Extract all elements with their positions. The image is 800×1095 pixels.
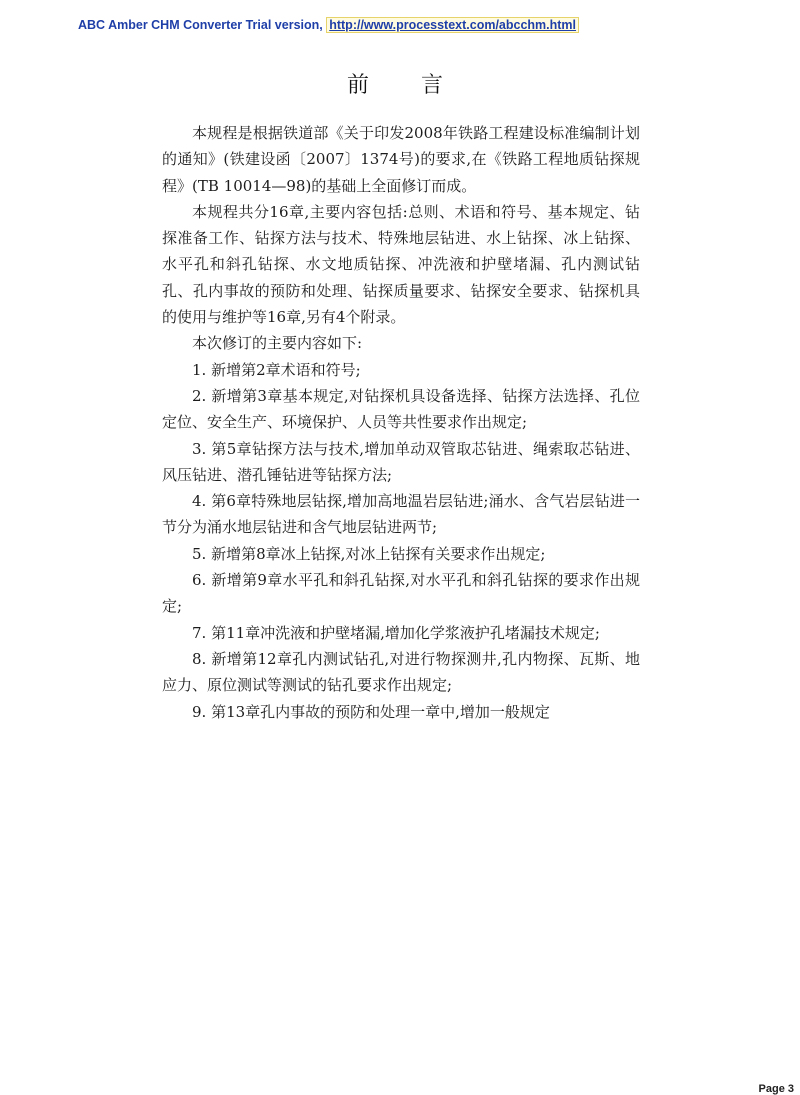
banner-text: ABC Amber CHM Converter Trial version, xyxy=(78,18,327,32)
paragraph-scope: 本规程共分16章,主要内容包括:总则、术语和符号、基本规定、钻探准备工作、钻探方法与技术、特殊地层钻进、水上钻探、冰上钻探、水平孔和斜孔钻探、水文地质钻探、冲洗液和护壁堵漏、孔内测试钻孔、孔内事故的预防和处理、钻探质量要求、钻探安全要求、钻探机具的使用与维护等16章,另有4个附录。 xyxy=(162,202,640,327)
preface-body xyxy=(162,120,640,725)
processtext-link[interactable]: http://www.processtext.com/abcchm.html xyxy=(326,17,579,33)
paragraph-intro: 本规程是根据铁道部《关于印发2008年铁路工程建设标准编制计划的通知》(铁建设函〔2007〕1374号)的要求,在《铁路工程地质钻探规程》(TB 10014—98)的基础上全面修订而成。 xyxy=(162,124,640,195)
list-item-3: 3. 第5章钻探方法与技术,增加单动双管取芯钻进、绳索取芯钻进、风压钻进、潜孔锤钻进等钻探方法; xyxy=(162,439,640,484)
page-title: 前言 xyxy=(346,73,495,98)
list-item-1: 1. 新增第2章术语和符号; xyxy=(192,360,361,379)
list-item-8: 8. 新增第12章孔内测试钻孔,对进行物探测井,孔内物探、瓦斯、地应力、原位测试等测试的钻孔要求作出规定; xyxy=(162,649,640,695)
list-item-7: 7. 第11章冲洗液和护壁堵漏,增加化学浆液护孔堵漏技术规定; xyxy=(192,623,600,642)
list-item-9: 9. 第13章孔内事故的预防和处理一章中,增加一般规定 xyxy=(192,702,550,721)
paragraph-revision-lead: 本次修订的主要内容如下: xyxy=(192,334,363,353)
page-number: Page 3 xyxy=(758,1083,794,1095)
list-item-5: 5. 新增第8章冰上钻探,对冰上钻探有关要求作出规定; xyxy=(192,544,546,563)
list-item-6: 6. 新增第9章水平孔和斜孔钻探,对水平孔和斜孔钻探的要求作出规定; xyxy=(162,571,640,616)
list-item-2: 2. 新增第3章基本规定,对钻探机具设备选择、钻探方法选择、孔位定位、安全生产、环境保护、人员等共性要求作出规定; xyxy=(162,386,640,432)
trial-version-banner xyxy=(78,18,579,32)
list-item-4: 4. 第6章特殊地层钻探,增加高地温岩层钻进;涌水、含气岩层钻进一节分为涌水地层钻进和含气地层钻进两节; xyxy=(162,492,640,537)
